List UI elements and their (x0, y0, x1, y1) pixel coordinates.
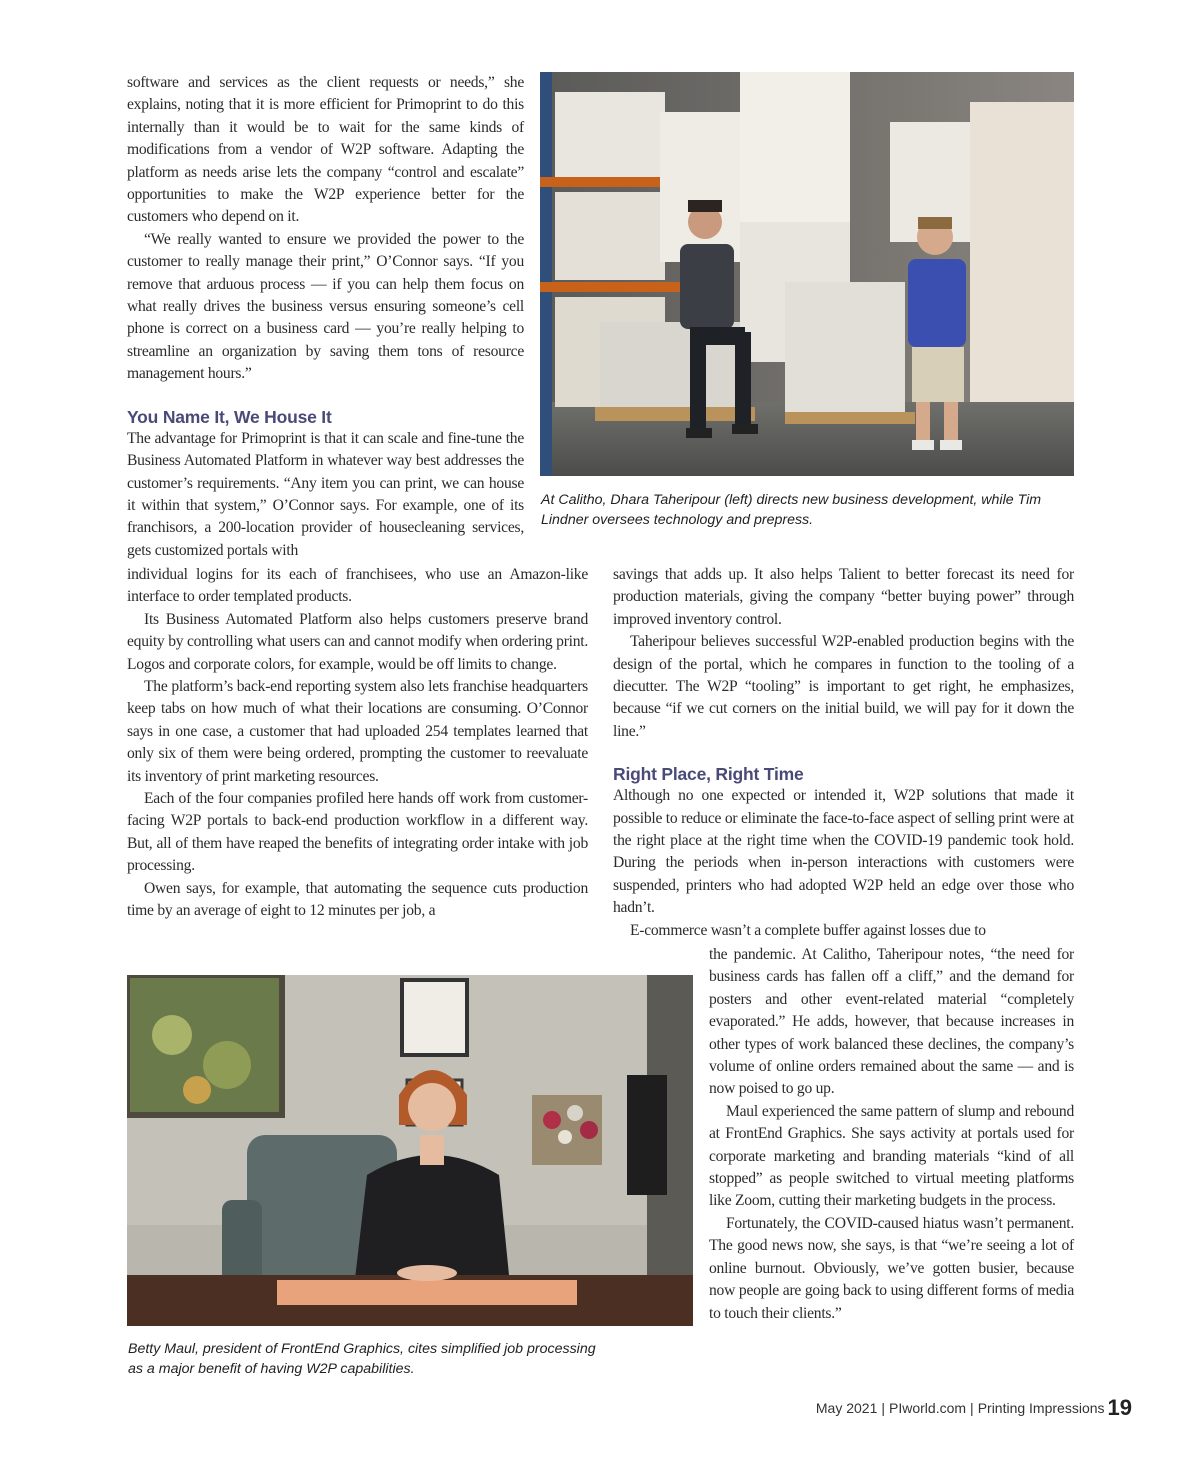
paragraph: Each of the four companies profiled here hands off work from customer-facing W2P portals to back-end production workflow in a different way. But, all of them have reaped the benefits of integrating order intake with job processing. (127, 790, 588, 875)
office-illustration (127, 975, 693, 1326)
column-1-top (127, 72, 524, 562)
caption-maul: Betty Maul, president of FrontEnd Graphics, cites simplified job processing as a major benefit of having W2P capabilities. (128, 1341, 596, 1377)
paragraph: individual logins for its each of franchisees, who use an Amazon-like interface to order templated products. (127, 566, 588, 606)
paragraph: Its Business Automated Platform also helps customers preserve brand equity by controlling what users can and cannot modify when ordering print. Logos and corporate colors, for example, would be off limits to change. (127, 610, 588, 673)
footer-site: PIworld.com (889, 1400, 967, 1416)
paragraph: the pandemic. At Calitho, Taheripour notes, “the need for business cards has fallen off a cliff,” and the demand for posters and other event-related material “completely evaporated.” He adds, however, that because increases in other types of work balanced these declines, the company’s volume of online orders remained about the same — and is now poised to go up. (709, 946, 1074, 1098)
warehouse-illustration (540, 72, 1074, 476)
paragraph: Although no one expected or intended it, W2P solutions that made it possible to reduce or eliminate the face-to-face aspect of selling print were at the right place at the right time when the COVID-19 pandemic took hold. During the periods when in-person interactions with customers were suspended, printers who had adopted W2P held an edge over those who hadn’t. (613, 787, 1074, 917)
footer-separator: | (970, 1400, 974, 1416)
subhead-right-place: Right Place, Right Time (613, 764, 804, 785)
paragraph: The advantage for Primoprint is that it can scale and fine-tune the Business Automated Platform in whatever way best addresses the customer’s requirements. “Any item you can print, we can house it within that system,” O’Connor says. For example, one of its franchisors, a 200-location provider of housecleaning services, gets customized portals with (127, 429, 524, 559)
caption-calitho: At Calitho, Dhara Taheripour (left) directs new business development, while Tim Lindner oversees technology and prepress. (541, 492, 1042, 528)
footer-publication: Printing Impressions (977, 1400, 1105, 1416)
subhead-you-name-it: You Name It, We House It (127, 406, 332, 427)
photo-calitho-warehouse (540, 72, 1074, 476)
paragraph: Taheripour believes successful W2P-enabled production begins with the design of the portal, which he compares in function to the tooling of a diecutter. The W2P “tooling” is important to get right, he emphasizes, because “if we cut corners on the initial build, we will pay for it down the line.” (613, 633, 1074, 740)
paragraph: savings that adds up. It also helps Talient to better forecast its need for production materials, giving the company “better buying power” through improved inventory control. (613, 566, 1074, 628)
column-2-narrow (709, 944, 1074, 1325)
footer-separator: | (881, 1400, 886, 1416)
footer-date: May 2021 (815, 1400, 878, 1416)
paragraph: E-commerce wasn’t a complete buffer against losses due to (630, 921, 986, 939)
paragraph: Owen says, for example, that automating the sequence cuts production time by an average of eight to 12 minutes per job, a (127, 879, 588, 920)
paragraph: “We really wanted to ensure we provided the power to the customer to really manage their print,” O’Connor says. “If you remove that arduous process — if you can help them focus on what really drives the business versus ensuring someone’s cell phone is correct on a business card — you’re really helping to streamline an organization by saving them tons of resource management hours.” (127, 230, 524, 383)
photo-betty-maul (127, 975, 693, 1326)
paragraph: Maul experienced the same pattern of slump and rebound at FrontEnd Graphics. She says activity at portals used for corporate marketing and branding materials “kind of all stopped” as people switched to virtual meeting platforms like Zoom, cutting their marketing budgets in the process. (709, 1102, 1074, 1210)
paragraph: software and services as the client requests or needs,” she explains, noting that it is more efficient for Primoprint to do this internally than it would be to wait for the same kinds of modifications from a vendor of W2P software. Adapting the platform as needs arise lets the company “control and escalate” opportunities to make the W2P experience better for the customers who depend on it. (127, 74, 524, 226)
column-1-mid (127, 564, 588, 923)
page-footer (816, 1395, 1132, 1421)
paragraph: Fortunately, the COVID-caused hiatus wasn’t permanent. The good news now, she says, is that “we’re seeing a lot of online burnout. Obviously, we’ve gotten busier, because now people are going back to using different forms of media to touch their clients.” (709, 1214, 1074, 1322)
page-number: 19 (1107, 1395, 1132, 1420)
column-2 (613, 564, 1074, 942)
paragraph: The platform’s back-end reporting system also lets franchise headquarters keep tabs on how much of what their locations are consuming. O’Connor says in one case, a customer that had uploaded 254 templates learned that only six of them were being ordered, prompting the customer to reevaluate its inventory of print marketing resources. (127, 678, 588, 785)
